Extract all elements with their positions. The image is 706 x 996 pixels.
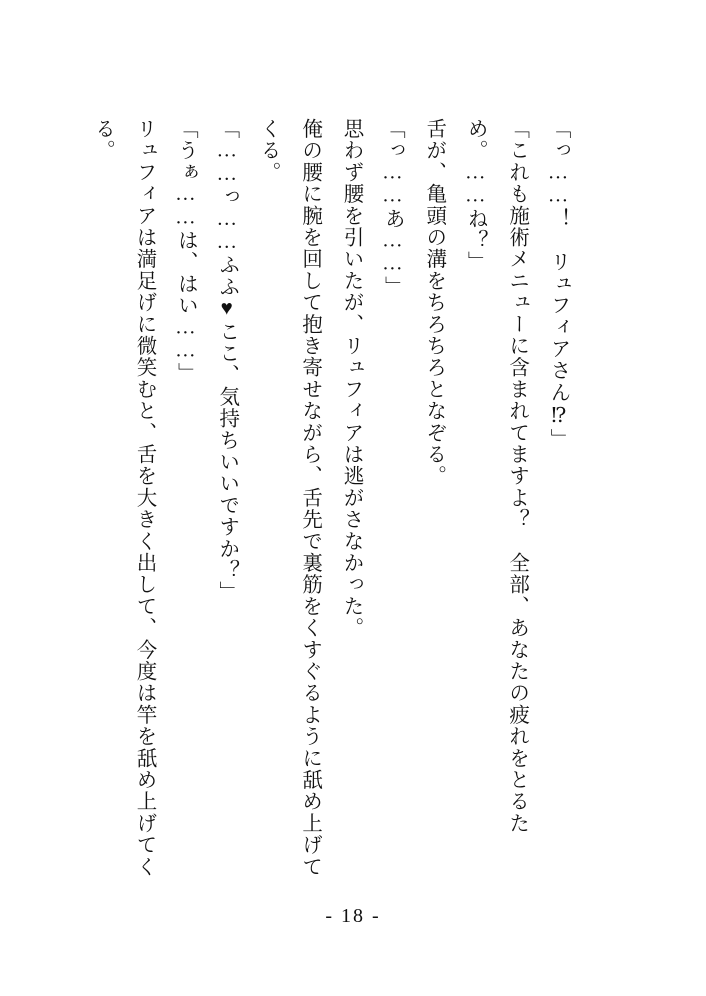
paragraph: 「これも施術メニューに含まれてますよ？ 全部、あなたの疲れをとるため。……ね？」 [464, 118, 528, 835]
paragraph: 舌が、亀頭の溝をちろちろとなぞる。 [422, 118, 445, 487]
page-number: - 18 - [325, 905, 381, 927]
paragraph: 「うぁ……は、はい……」 [174, 118, 197, 385]
paragraph: 「……っ……ふふ♥ここ、気持ちいいですか？」 [215, 118, 238, 603]
paragraph: 思わず腰を引いたが、リュフィアは逃がさなかった。 [339, 118, 362, 639]
vertical-text-body [91, 118, 578, 878]
paragraph: 「っ……あ……」 [381, 118, 404, 298]
paragraph: 俺の腰に腕を回して抱き寄せながら、舌先で裏筋をくすぐるように舐め上げてくる。 [257, 118, 321, 878]
paragraph: リュフィアは満足げに微笑むと、舌を大きく出して、今度は竿を舐め上げてくる。 [91, 118, 155, 878]
paragraph: 「っ……！ リュフィアさん⁉」 [547, 118, 569, 450]
